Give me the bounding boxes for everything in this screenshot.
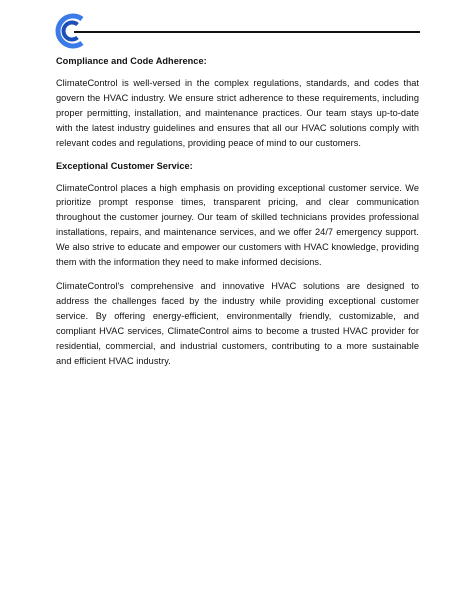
section-heading-compliance: Compliance and Code Adherence: (56, 56, 207, 66)
header-divider (74, 31, 420, 33)
section-paragraph-compliance: ClimateControl is well-versed in the complex regulations, standards, and codes that govern the HVAC industry. We ensure strict adherence to these requirements, including proper permitting, installation, and maintenance practices. Our team stays up-to-date with the latest industry guidelines and ensures that all our HVAC solutions comply with relevant codes and regulations, providing peace of mind to our customers. (56, 78, 419, 148)
closing-paragraph: ClimateControl's comprehensive and innovative HVAC solutions are designed to address the challenges faced by the industry while providing exceptional customer service. By offering energy-efficient, environmentally friendly, customizable, and compliant HVAC services, ClimateControl aims to become a trusted HVAC provider for residential, commercial, and industrial customers, contributing to a more sustainable and efficient HVAC industry. (56, 280, 419, 366)
page-header (0, 0, 474, 60)
document-body (56, 55, 419, 377)
section-heading-customer-service: Exceptional Customer Service: (56, 160, 193, 171)
section-paragraph-customer-service: ClimateControl places a high emphasis on providing exceptional customer service. We prioritize prompt response times, transparent pricing, and clear communication throughout the customer journey. Our team of skilled technicians provides professional installations, repairs, and maintenance services, and we offer 24/7 emergency support. We also strive to educate and empower our customers with HVAC knowledge, providing them with the information they need to make informed decisions. (56, 182, 419, 268)
